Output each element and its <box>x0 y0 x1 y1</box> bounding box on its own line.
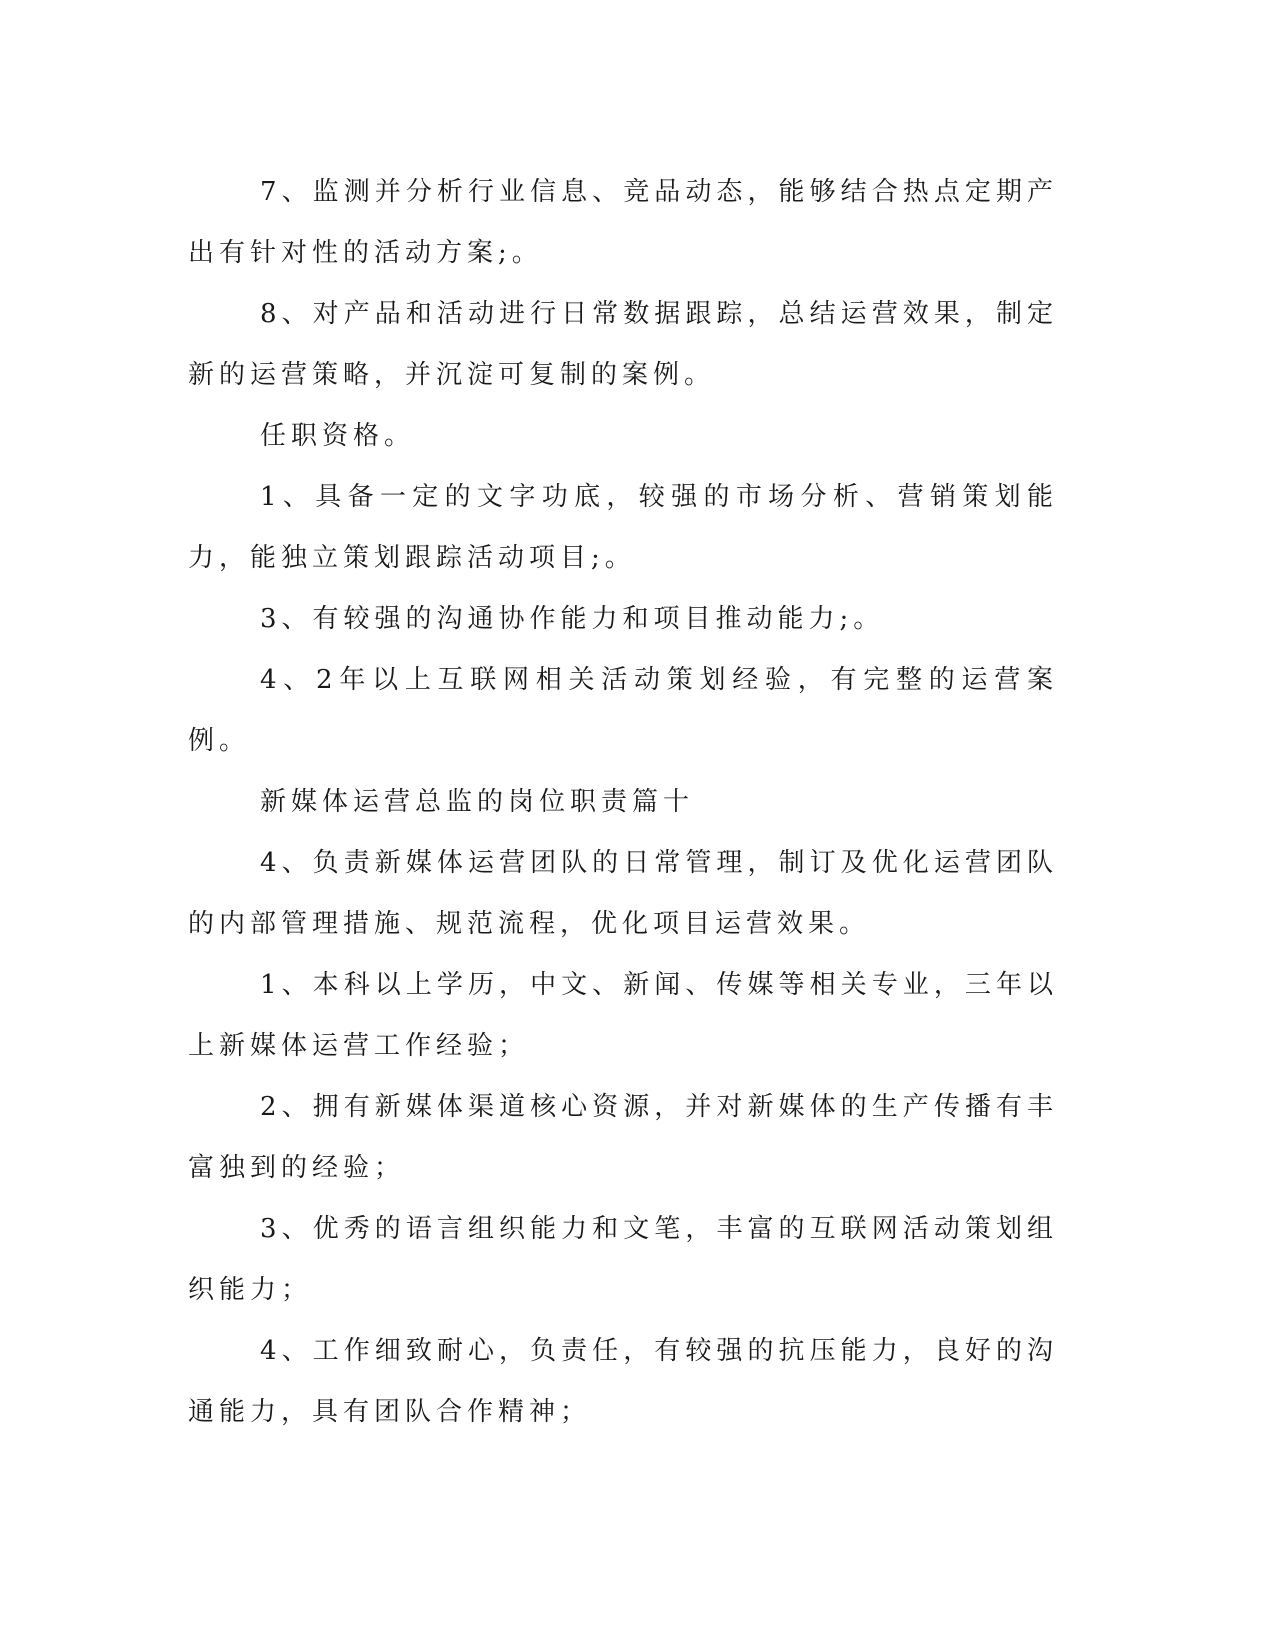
paragraph-item-8-duties: 8、对产品和活动进行日常数据跟踪，总结运营效果，制定新的运营策略，并沉淀可复制的案例。 <box>188 299 1058 390</box>
document-body <box>188 162 1058 1443</box>
paragraph-requirement-4: 4、工作细致耐心，负责任，有较强的抗压能力，良好的沟通能力，具有团队合作精神； <box>188 1336 1058 1427</box>
paragraph-duty-4: 4、负责新媒体运营团队的日常管理，制订及优化运营团队的内部管理措施、规范流程，优化项目运营效果。 <box>188 848 1058 939</box>
paragraph-requirement-3: 3、优秀的语言组织能力和文笔，丰富的互联网活动策划组织能力； <box>188 1214 1058 1305</box>
section-heading-qualifications: 任职资格。 <box>260 421 416 451</box>
paragraph-requirement-2: 2、拥有新媒体渠道核心资源，并对新媒体的生产传播有丰富独到的经验； <box>188 1092 1058 1183</box>
paragraph-item-7-duties: 7、监测并分析行业信息、竞品动态，能够结合热点定期产出有针对性的活动方案;。 <box>188 177 1058 268</box>
paragraph-requirement-1: 1、本科以上学历，中文、新闻、传媒等相关专业，三年以上新媒体运营工作经验； <box>188 970 1058 1061</box>
paragraph-qualification-1: 1、具备一定的文字功底，较强的市场分析、营销策划能力，能独立策划跟踪活动项目;。 <box>188 482 1058 573</box>
paragraph-qualification-4: 4、2年以上互联网相关活动策划经验，有完整的运营案例。 <box>188 665 1058 756</box>
section-heading-part-ten: 新媒体运营总监的岗位职责篇十 <box>260 787 695 817</box>
paragraph-qualification-3: 3、有较强的沟通协作能力和项目推动能力;。 <box>260 604 885 634</box>
